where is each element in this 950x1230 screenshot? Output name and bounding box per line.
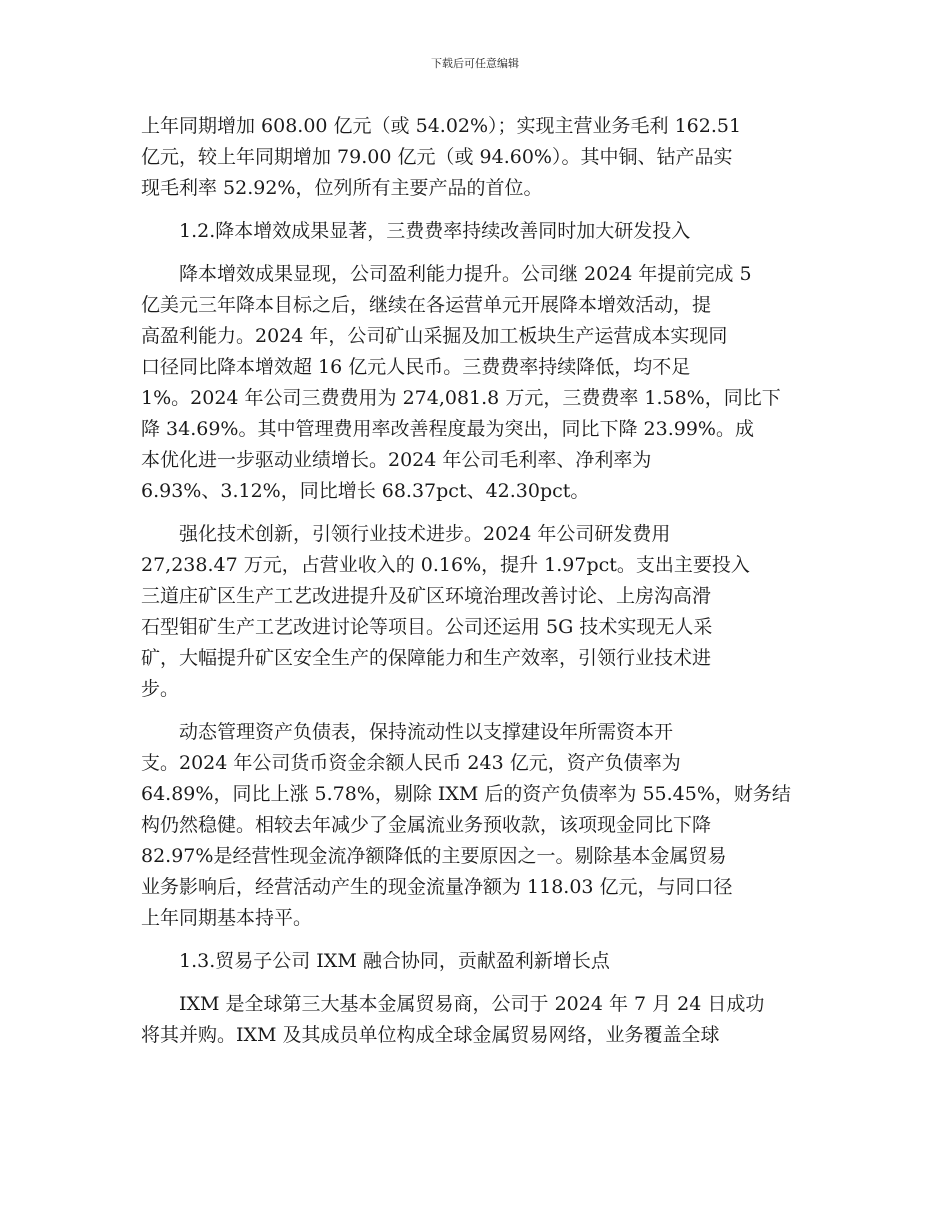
text-line: 三道庄矿区生产工艺改进提升及矿区环境治理改善讨论、上房沟高滑 — [141, 585, 712, 607]
text-line: 步。 — [141, 678, 180, 700]
paragraph-continuation — [141, 111, 813, 204]
section-heading-1-3 — [141, 946, 813, 977]
text-line: 本优化进一步驱动业绩增长。2024 年公司毛利率、净利率为 — [141, 449, 652, 471]
text-line: 支。2024 年公司货币资金余额人民币 243 亿元，资产负债率为 — [141, 752, 681, 774]
text-line: 82.97%是经营性现金流净额降低的主要原因之一。剔除基本金属贸易 — [141, 845, 727, 867]
text-line: 高盈利能力。2024 年，公司矿山采掘及加工板块生产运营成本实现同 — [141, 325, 728, 347]
page-header: 下载后可任意编辑 — [431, 57, 519, 70]
text-line: 业务影响后，经营活动产生的现金流量净额为 118.03 亿元，与同口径 — [141, 876, 733, 898]
heading-text: 1.3.贸易子公司 IXM 融合协同，贡献盈利新增长点 — [179, 950, 610, 972]
paragraph-technology — [141, 519, 813, 705]
text-line: 1%。2024 年公司三费费用为 274,081.8 万元，三费费率 1.58%，同比下 — [141, 387, 781, 409]
document-body — [141, 111, 813, 1051]
paragraph-cost-reduction — [141, 259, 813, 507]
text-line: 动态管理资产负债表，保持流动性以支撑建设年所需资本开 — [179, 721, 674, 743]
text-line: 6.93%、3.12%，同比增长 68.37pct、42.30pct。 — [141, 480, 590, 502]
heading-text: 1.2.降本增效成果显著，三费费率持续改善同时加大研发投入 — [179, 220, 691, 242]
text-line: IXM 是全球第三大基本金属贸易商，公司于 2024 年 7 月 24 日成功 — [179, 993, 765, 1015]
text-line: 构仍然稳健。相较去年减少了金属流业务预收款，该项现金同比下降 — [141, 814, 712, 836]
text-line: 上年同期增加 608.00 亿元（或 54.02%）；实现主营业务毛利 162.51 — [141, 115, 742, 137]
text-line: 上年同期基本持平。 — [141, 907, 313, 929]
text-line: 将其并购。IXM 及其成员单位构成全球金属贸易网络，业务覆盖全球 — [141, 1024, 720, 1046]
section-heading-1-2 — [141, 216, 813, 247]
text-line: 降本增效成果显现，公司盈利能力提升。公司继 2024 年提前完成 5 — [179, 263, 752, 285]
text-line: 口径同比降本增效超 16 亿元人民币。三费费率持续降低，均不足 — [141, 356, 691, 378]
text-line: 强化技术创新，引领行业技术进步。2024 年公司研发费用 — [179, 523, 671, 545]
text-line: 64.89%，同比上涨 5.78%，剔除 IXM 后的资产负债率为 55.45%，财务结 — [141, 783, 791, 805]
text-line: 27,238.47 万元，占营业收入的 0.16%，提升 1.97pct。支出主要投入 — [141, 554, 750, 576]
paragraph-ixm — [141, 989, 813, 1051]
text-line: 石型钼矿生产工艺改进讨论等项目。公司还运用 5G 技术实现无人采 — [141, 616, 713, 638]
text-line: 亿美元三年降本目标之后，继续在各运营单元开展降本增效活动，提 — [141, 294, 712, 316]
text-line: 现毛利率 52.92%，位列所有主要产品的首位。 — [141, 177, 543, 199]
paragraph-balance-sheet — [141, 717, 813, 934]
text-line: 亿元，较上年同期增加 79.00 亿元（或 94.60%）。其中铜、钴产品实 — [141, 146, 733, 168]
text-line: 矿，大幅提升矿区安全生产的保障能力和生产效率，引领行业技术进 — [141, 647, 712, 669]
text-line: 降 34.69%。其中管理费用率改善程度最为突出，同比下降 23.99%。成 — [141, 418, 754, 440]
